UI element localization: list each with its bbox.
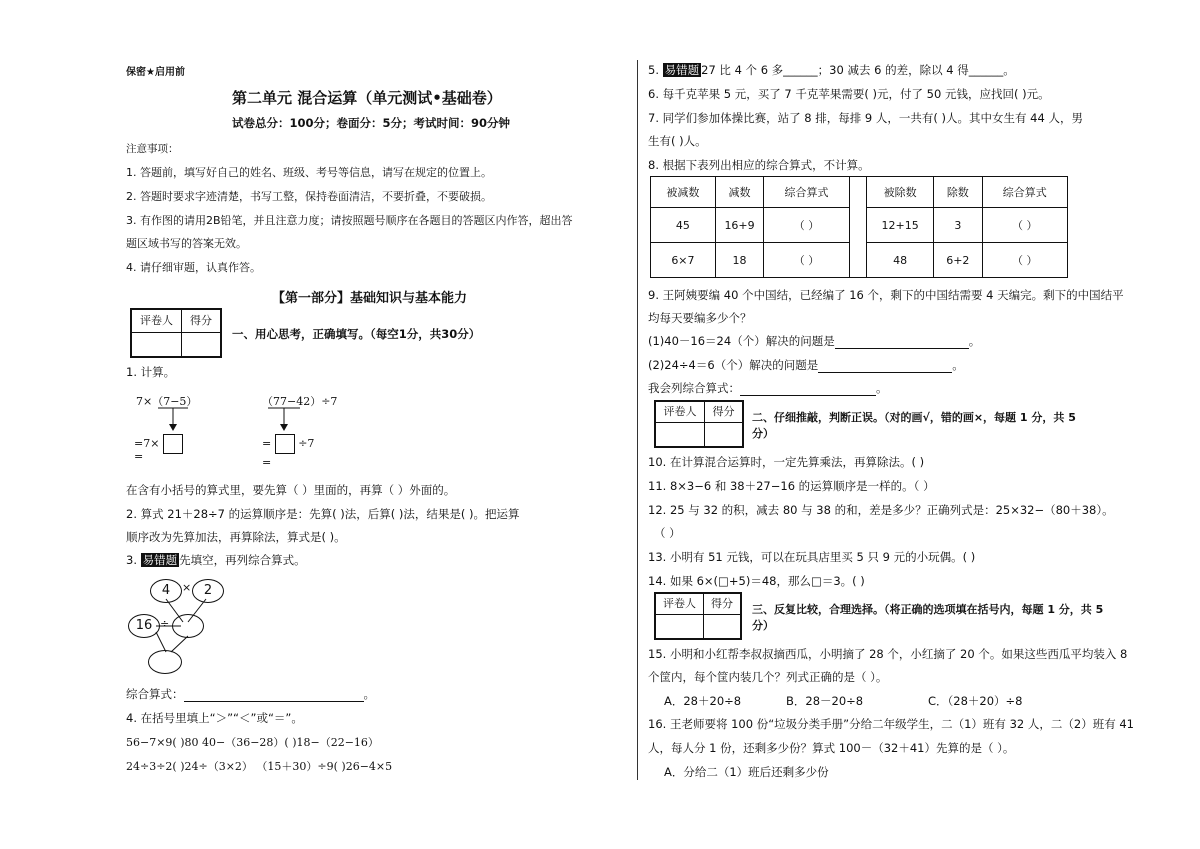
secret-label: 保密★启用前	[126, 67, 185, 78]
exam-meta: 试卷总分：100分；卷面分：5分；考试时间：90分钟	[232, 116, 511, 130]
q1-expr2: （77−42）÷7	[262, 395, 338, 408]
q8-header: 综合算式	[982, 177, 1067, 208]
q8-cell: 12+15	[867, 208, 934, 243]
q8-cell: 18	[715, 243, 763, 278]
q5-tag: 易错题	[664, 63, 700, 77]
q11: 11. 8×3−6 和 38＋27−16 的运算顺序是一样的。（ ）	[648, 479, 935, 493]
q1-arrow2	[262, 404, 322, 434]
q8-cell: 45	[651, 208, 716, 243]
column-divider	[637, 60, 638, 780]
score-box-score: 得分	[704, 401, 743, 423]
q7-line1: 7. 同学们参加体操比赛，站了 8 排，每排 9 人，一共有( )人。其中女生有 44 人，男	[648, 111, 1083, 125]
q15-line2: 个筐内，每个筐内装几个？列式正确的是（ ）。	[648, 670, 888, 684]
q8-header: 减数	[715, 177, 763, 208]
q12-line2: （ ）	[654, 526, 681, 540]
score-box-score-input[interactable]	[181, 332, 221, 357]
q8-cell: 16+9	[715, 208, 763, 243]
q15-line1: 15. 小明和小红帮李叔叔摘西瓜，小明摘了 28 个，小红摘了 20 个。如果这些西瓜平均装入 8	[648, 647, 1128, 661]
q8-answer-cell[interactable]: （ ）	[764, 208, 849, 243]
q1-step1b: =	[134, 450, 144, 463]
score-box-reviewer-input[interactable]	[655, 422, 705, 447]
notice-heading: 注意事项：	[126, 143, 179, 155]
q15-option-c[interactable]: C．（28＋20）÷8	[928, 694, 1023, 708]
q2-line1: 2. 算式 21＋28÷7 的运算顺序是：先算( )法，后算( )法，结果是( )。把运算	[126, 507, 520, 521]
q8-label: 8. 根据下表列出相应的综合算式，不计算。	[648, 158, 870, 172]
q4-label: 4. 在括号里填上“＞”“＜”或“＝”。	[126, 711, 303, 725]
score-box-score: 得分	[181, 309, 221, 333]
q16-line2: 人，每人分 1 份，还剩多少份？算式 100－（32＋41）先算的是（ ）。	[648, 741, 1015, 755]
page-title: 第二单元 混合运算（单元测试•基础卷）	[232, 89, 502, 107]
notice-item: 题区域书写的答案无效。	[126, 237, 247, 250]
q9-sub1-blank[interactable]	[835, 336, 969, 349]
q1-label: 1. 计算。	[126, 365, 176, 379]
q3-formula-blank[interactable]	[184, 689, 364, 702]
q3-op-mul: ×	[182, 581, 192, 594]
q1-expr1: 7×（7−5）	[136, 395, 198, 408]
q9-sub1: (1)40－16＝24（个）解决的问题是 。	[648, 334, 981, 348]
q4-row1: 56−7×9( )80 40−（36−28）( )18−（22−16）	[126, 736, 379, 749]
q10: 10. 在计算混合运算时，一定先算乘法，再算除法。( )	[648, 455, 925, 469]
q3-label: 3. 易错题 先填空，再列综合算式。	[126, 553, 306, 567]
q8-cell: 48	[867, 243, 934, 278]
section2-title-cont: 分）	[752, 427, 774, 440]
q8-answer-cell[interactable]: （ ）	[764, 243, 849, 278]
q1-fill: 在含有小括号的算式里，要先算（ ）里面的，再算（ ）外面的。	[126, 483, 456, 497]
notice-item: 2. 答题时要求字迹清楚，书写工整，保持卷面清洁，不要折叠，不要破损。	[126, 190, 492, 203]
q3-op-div: ÷	[160, 617, 170, 630]
q13: 13. 小明有 51 元钱，可以在玩具店里买 5 只 9 元的小玩偶。( )	[648, 550, 976, 564]
q8-header: 除数	[934, 177, 982, 208]
score-box-reviewer-input[interactable]	[655, 614, 704, 639]
part1-title: 【第一部分】基础知识与基本能力	[272, 291, 468, 306]
score-box-reviewer-input[interactable]	[131, 332, 182, 357]
q8-cell: 6×7	[651, 243, 716, 278]
q8-answer-cell[interactable]: （ ）	[982, 208, 1067, 243]
q15-option-a[interactable]: A．28＋20÷8	[664, 694, 742, 708]
score-box-reviewer: 评卷人	[655, 593, 704, 615]
q1-answer-box[interactable]	[275, 434, 295, 454]
q8-header: 综合算式	[764, 177, 849, 208]
score-box-score-input[interactable]	[704, 422, 743, 447]
section3-title: 三、反复比较，合理选择。（将正确的选项填在括号内，每题 1 分，共 5	[752, 603, 1104, 616]
q9-line2: 均每天要编多少个？	[648, 311, 752, 325]
score-box	[654, 400, 744, 448]
q8-cell: 3	[934, 208, 982, 243]
q9-line1: 9. 王阿姨要编 40 个中国结，已经编了 16 个，剩下的中国结需要 4 天编完。剩下的中国结平	[648, 288, 1124, 302]
q3-answer-oval[interactable]	[172, 614, 204, 638]
q16-option-a[interactable]: A．分给二（1）班后还剩多少份	[664, 765, 829, 779]
q3-node-16: 16	[128, 614, 160, 638]
q3-formula: 综合算式： 。	[126, 687, 375, 701]
score-box-reviewer: 评卷人	[655, 401, 705, 423]
section3-title-cont: 分）	[752, 619, 774, 632]
q2-line2: 顺序改为先算加法，再算除法，算式是( )。	[126, 530, 346, 544]
score-box-score: 得分	[703, 593, 741, 615]
q9-sub3-blank[interactable]	[740, 383, 876, 396]
q8-gap	[849, 177, 867, 278]
notice-item: 1. 答题前，填写好自己的姓名、班级、考号等信息，请写在规定的位置上。	[126, 166, 492, 179]
q7-line2: 生有( )人。	[648, 134, 707, 148]
q3-answer-oval[interactable]	[148, 650, 182, 674]
q5: 5. 易错题 27 比 4 个 6 多______；30 减去 6 的差，除以 4 得______。	[648, 63, 1015, 77]
q8-header: 被减数	[651, 177, 716, 208]
score-box-reviewer: 评卷人	[131, 309, 182, 333]
score-box	[654, 592, 742, 640]
q9-sub3: 我会列综合算式： 。	[648, 381, 888, 395]
q8-cell: 6+2	[934, 243, 982, 278]
q1-step1a: =7×	[134, 434, 183, 454]
q14: 14. 如果 6×(□+5)＝48，那么□＝3。( )	[648, 574, 865, 588]
q8-answer-cell[interactable]: （ ）	[982, 243, 1067, 278]
q1-arrow1	[148, 404, 208, 434]
q3-tag: 易错题	[142, 553, 178, 567]
q1-answer-box[interactable]	[163, 434, 183, 454]
section1-title: 一、用心思考，正确填写。（每空1分，共30分）	[232, 327, 481, 341]
q9-sub2: (2)24÷4＝6（个）解决的问题是 。	[648, 358, 964, 372]
q6: 6. 每千克苹果 5 元，买了 7 千克苹果需要( )元，付了 50 元钱，应找回( )元。	[648, 87, 1050, 101]
q3-node-2: 2	[192, 579, 224, 603]
section2-title: 二、仔细推敲，判断正误。（对的画√，错的画×，每题 1 分，共 5	[752, 411, 1076, 424]
q3-node-4: 4	[150, 579, 182, 603]
q8-table	[650, 176, 1068, 278]
q15-option-b[interactable]: B．28－20÷8	[786, 694, 864, 708]
notice-item: 3. 有作图的请用2B铅笔，并且注意力度；请按照题号顺序在各题目的答题区内作答，超出答	[126, 214, 573, 227]
q1-step2b: =	[262, 456, 272, 469]
q8-header: 被除数	[867, 177, 934, 208]
score-box-score-input[interactable]	[703, 614, 741, 639]
q12-line1: 12. 25 与 32 的积，减去 80 与 38 的和，差是多少？正确列式是：25×32−（80＋38）。	[648, 503, 1114, 517]
q9-sub2-blank[interactable]	[818, 360, 952, 373]
q4-row2: 24÷3÷2( )24÷（3×2） （15＋30）÷9( )26−4×5	[126, 760, 393, 773]
score-box	[130, 308, 222, 358]
q16-line1: 16. 王老师要将 100 份“垃圾分类手册”分给二年级学生，二（1）班有 32 人，二（2）班有 41	[648, 717, 1134, 731]
notice-item: 4. 请仔细审题，认真作答。	[126, 261, 261, 274]
q1-step2a: = ÷7	[262, 434, 314, 454]
